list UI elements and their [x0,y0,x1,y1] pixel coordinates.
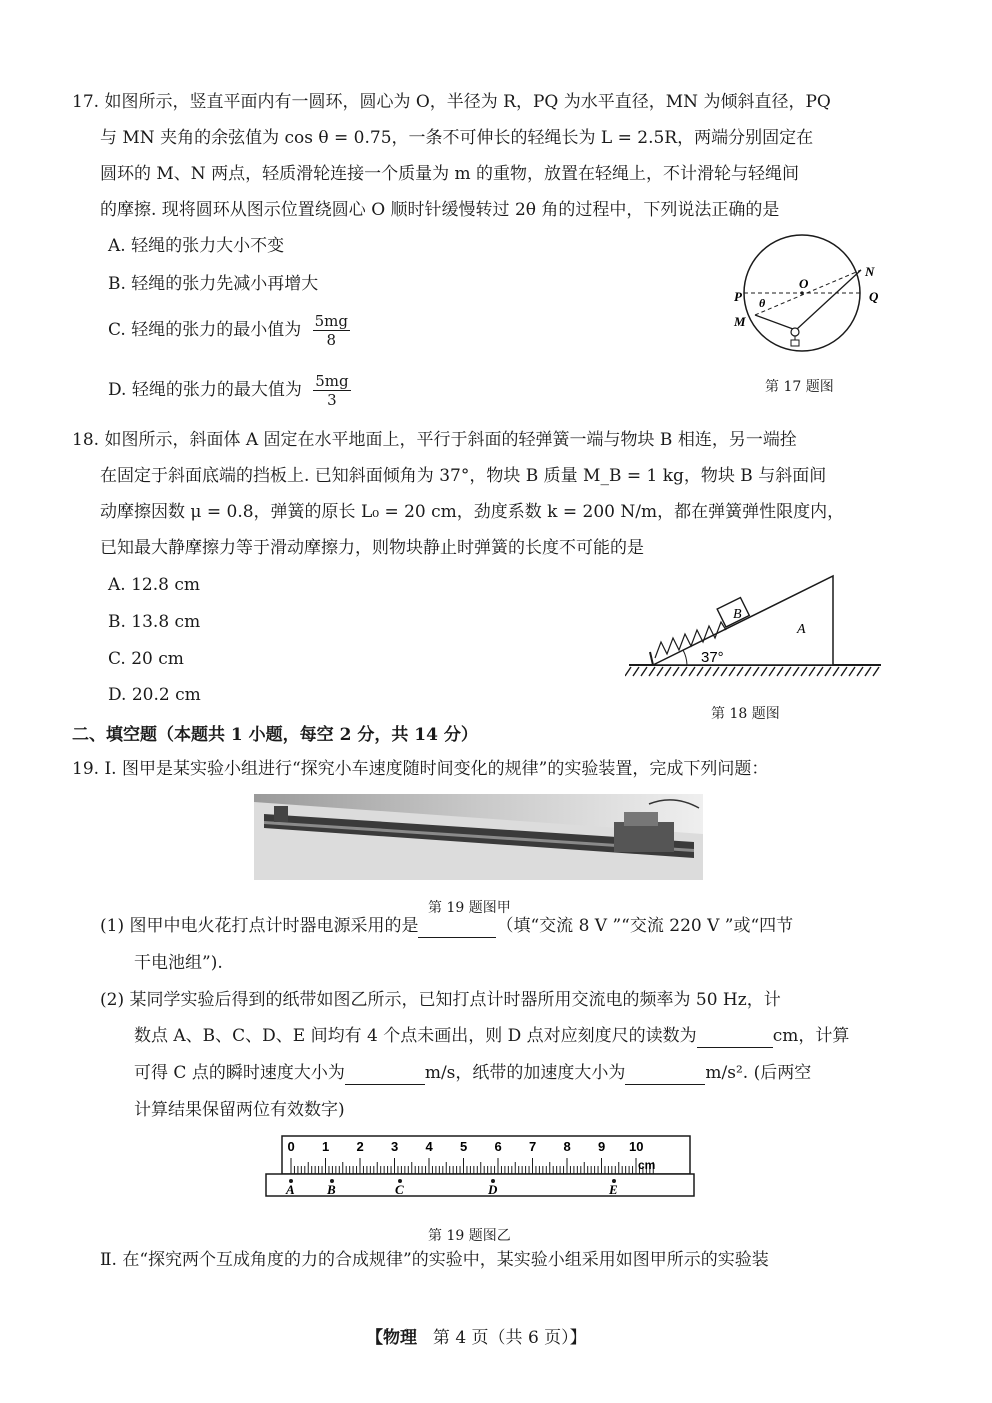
q17-label-p: P [734,289,742,304]
q19-blank-3[interactable] [345,1066,425,1085]
q17-pulley [791,328,799,336]
q19-p1-line-2: 干电池组”). [134,953,223,973]
q19-apparatus-photo [254,794,703,880]
q19-intro: 19. Ⅰ. 图甲是某实验小组进行“探究小车速度随时间变化的规律”的实验装置，完成下列问题： [72,759,769,779]
q17-label-m: M [734,314,746,329]
footer-page: 第 4 页（共 6 页）】 [432,1328,587,1348]
q19-p1-line-1 [100,914,793,938]
q17-option-d-fraction [313,372,350,409]
q19-p2-text-c: 可得 C 点的瞬时速度大小为 [134,1063,345,1083]
ruler-number: 1 [322,1139,330,1154]
q18-label-a: A [797,622,806,637]
q19-p2-text-d: m/s，纸带的加速度大小为 [424,1063,626,1083]
q17-option-b: B. 轻绳的张力先减小再增大 [108,274,319,294]
q18-stopper [650,652,653,665]
q17-label-o: O [799,276,809,291]
q19-p2-text-e: m/s². (后两空 [705,1063,812,1083]
q17-weight [791,340,799,346]
q17-label-n: N [865,264,875,279]
q19-p2-text-a: 数点 A、B、C、D、E 间均有 4 个点未画出，则 D 点对应刻度尺的读数为 [134,1026,697,1046]
q18-line-2: 在固定于斜面底端的挡板上. 已知斜面倾角为 37°，物块 B 质量 M_B = 1 kg，物块 B 与斜面间 [100,466,827,486]
ruler-number: 4 [425,1139,433,1154]
tape-point-d: D [488,1182,498,1197]
ruler-number: 6 [494,1139,502,1154]
q17-label-theta: θ [759,296,766,310]
ruler-number: 5 [460,1139,468,1154]
q17-option-c-text: C. 轻绳的张力的最小值为 [108,320,302,340]
q17-option-c-denominator: 8 [326,331,337,349]
q19-timer [614,822,674,852]
q18-caption: 第 18 题图 [711,706,780,722]
q17-option-d [108,372,351,409]
q19-ruler-unit: cm [638,1158,656,1172]
q17-option-d-text: D. 轻绳的张力的最大值为 [108,380,302,400]
tape-point-c: C [395,1182,404,1197]
tape-point-a: A [286,1182,295,1197]
q19-p1-text-a: (1) 图甲中电火花打点计时器电源采用的是 [100,916,419,936]
q17-figure [725,232,895,362]
q17-line-1: 17. 如图所示，竖直平面内有一圆环，圆心为 O，半径为 R，PQ 为水平直径，MN 为倾斜直径，PQ [72,92,831,112]
q19-pulley-end [274,806,288,822]
q19-cart [624,812,658,826]
q18-option-c: C. 20 cm [108,649,184,669]
ruler-number: 9 [598,1139,606,1154]
q17-rope-left [755,315,793,329]
q19-p2-line-4: 计算结果保留两位有效数字) [134,1100,345,1120]
q19-part2: Ⅱ. 在“探究两个互成角度的力的合成规律”的实验中，某实验小组采用如图甲所示的实验装 [100,1250,769,1270]
q17-line-4: 的摩擦. 现将圆环从图示位置绕圆心 O 顺时针缓慢转过 2θ 角的过程中，下列说法正确的是 [100,200,780,220]
q18-angle-label: 37° [701,649,724,666]
q19-ruler-figure [262,1134,698,1200]
q17-center-dot [800,291,803,294]
q18-option-a: A. 12.8 cm [108,575,200,595]
section-2-title: 二、填空题（本题共 1 小题，每空 2 分，共 14 分） [72,725,478,745]
q19-blank-2[interactable] [697,1029,773,1048]
tape-point-b: B [327,1182,336,1197]
q18-line-1: 18. 如图所示，斜面体 A 固定在水平地面上，平行于斜面的轻弹簧一端与物块 B 相连，另一端拴 [72,430,797,450]
q19-p2-line-2 [134,1024,849,1048]
q17-line-2: 与 MN 夹角的余弦值为 cos θ = 0.75，一条不可伸长的轻绳长为 L = 2.5R，两端分别固定在 [100,128,814,148]
q19-photo-caption: 第 19 题图甲 [428,900,511,916]
q18-ground-hatching [625,667,879,676]
q18-line-3: 动摩擦因数 μ = 0.8，弹簧的原长 L₀ = 20 cm，劲度系数 k = 200 N/m，都在弹簧弹性限度内， [100,502,845,522]
ruler-number: 7 [529,1139,537,1154]
q17-option-c-numerator: 5mg [314,312,348,330]
page-footer [366,1323,587,1348]
q19-p2-text-b: cm，计算 [772,1026,850,1046]
ruler-number: 10 [629,1139,644,1154]
q19-blank-1[interactable] [418,919,496,938]
ruler-number: 8 [563,1139,571,1154]
q18-line-4: 已知最大静摩擦力等于滑动摩擦力，则物块静止时弹簧的长度不可能的是 [100,538,644,558]
q19-p2-line-3 [134,1061,811,1085]
q18-figure [625,570,885,685]
q19-ruler-caption: 第 19 题图乙 [428,1228,511,1244]
q18-option-d: D. 20.2 cm [108,685,201,705]
q18-label-b: B [733,607,742,622]
q18-incline-body [653,576,833,665]
q17-option-c [108,312,350,349]
footer-subject: 【物理 [366,1328,417,1348]
q19-blank-4[interactable] [625,1066,705,1085]
q17-option-a: A. 轻绳的张力大小不变 [108,236,285,256]
q17-option-d-numerator: 5mg [315,372,349,390]
q17-caption: 第 17 题图 [765,379,834,395]
q17-label-q: Q [869,289,879,304]
ruler-number: 2 [356,1139,364,1154]
q18-option-b: B. 13.8 cm [108,612,201,632]
q19-p1-text-b: （填“交流 8 V ”“交流 220 V ”或“四节 [496,916,794,936]
q17-option-c-fraction [313,312,350,349]
q19-p2-line-1: (2) 某同学实验后得到的纸带如图乙所示，已知打点计时器所用交流电的频率为 50 Hz，计 [100,990,781,1010]
ruler-number: 0 [287,1139,295,1154]
q17-line-3: 圆环的 M、N 两点，轻质滑轮连接一个质量为 m 的重物，放置在轻绳上，不计滑轮与轻绳间 [100,164,800,184]
q17-option-d-denominator: 3 [327,391,337,409]
ruler-number: 3 [391,1139,399,1154]
tape-point-e: E [609,1182,618,1197]
